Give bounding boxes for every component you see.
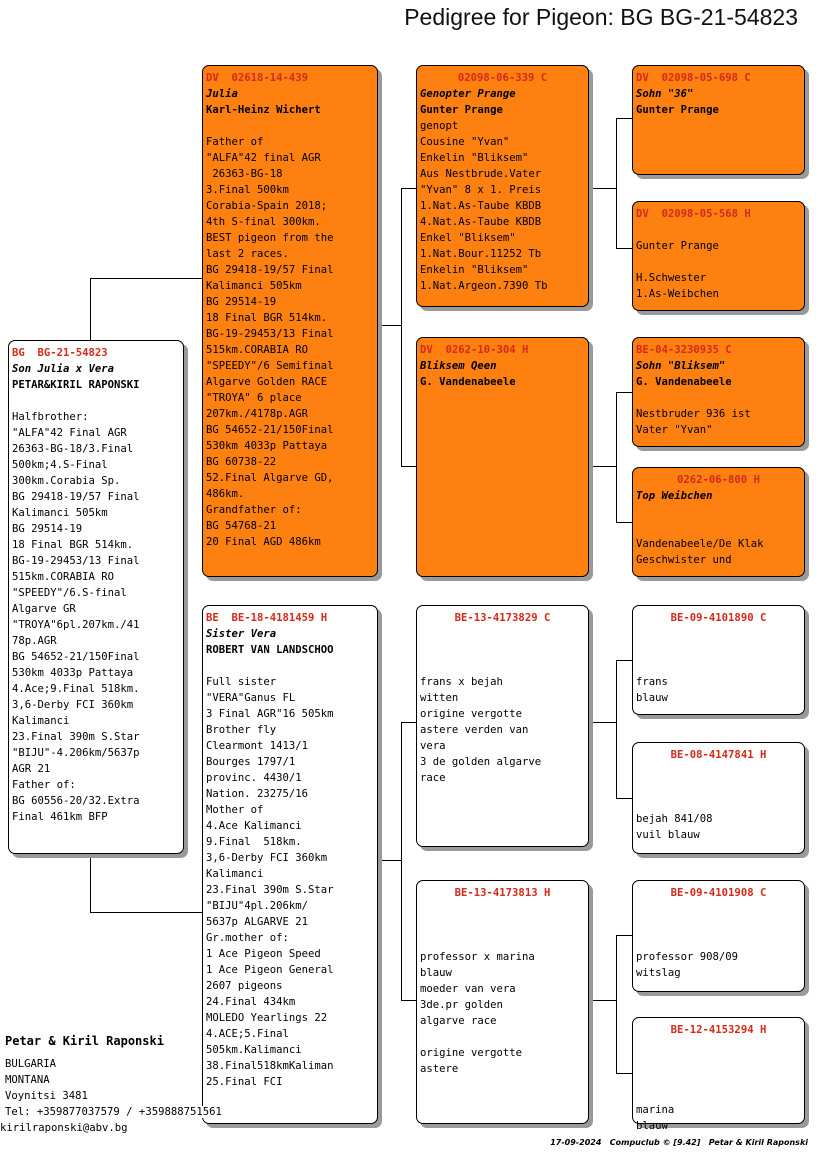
note-line: 515km.CORABIA RO: [12, 571, 115, 583]
pigeon-name: Bliksem Qeen: [420, 360, 497, 372]
note-line: Kalimanci 505km: [12, 507, 108, 519]
owner-name: G. Vandenabeele: [636, 376, 732, 388]
ring-number: BE-13-4173813 H: [454, 887, 551, 899]
dam-dam-sire-card[interactable]: [632, 880, 805, 992]
ring-number: BE-09-4101908 C: [670, 887, 767, 899]
owner-name: G. Vandenabeele: [420, 376, 516, 388]
connector: [616, 392, 617, 522]
note-line: astere verden van: [420, 724, 529, 736]
note-line: 530km 4033p Pattaya: [12, 667, 134, 679]
note-line: Corabia-Spain 2018;: [206, 200, 328, 212]
note-line: 3de.pr golden: [420, 999, 503, 1011]
note-line: BG-19-29453/13 Final: [12, 555, 140, 567]
note-line: 515km.CORABIA RO: [206, 344, 309, 356]
note-line: "VERA"Ganus FL: [206, 692, 296, 704]
subject-card[interactable]: [8, 340, 184, 854]
note-line: BG 29418-19/57 Final: [206, 264, 334, 276]
note-line: 23.Final 390m S.Star: [12, 731, 140, 743]
note-line: 505km.Kalimanci: [206, 1044, 302, 1056]
ring-number: BE-09-4101890 C: [670, 612, 767, 624]
ring-number: BG BG-21-54823: [12, 347, 108, 359]
note-line: Grandfather of:: [206, 504, 302, 516]
note-line: 3,6-Derby FCI 360km: [12, 699, 134, 711]
note-line: Full sister: [206, 676, 277, 688]
note-line: [636, 1038, 801, 1054]
ring-number: 02098-06-339 C: [457, 72, 548, 84]
note-line: blauw: [420, 967, 452, 979]
note-line: 3 de golden algarve: [420, 756, 542, 768]
note-line: vera: [420, 740, 446, 752]
note-line: [420, 917, 585, 933]
pigeon-name: Sohn "36": [636, 88, 694, 100]
note-line: 18 Final BGR 514km.: [12, 539, 134, 551]
owner-name: ROBERT VAN LANDSCHOO: [206, 644, 334, 656]
pigeon-name: Top Weibchen: [636, 490, 713, 502]
note-line: MOLEDO Yearlings 22: [206, 1012, 328, 1024]
ring-number: BE BE-18-4181459 H: [206, 612, 328, 624]
pigeon-name: Sohn "Bliksem": [636, 360, 726, 372]
note-line: 300km.Corabia Sp.: [12, 475, 121, 487]
note-line: Vater "Yvan": [636, 424, 713, 436]
page-title: Pedigree for Pigeon: BG BG-21-54823: [404, 4, 798, 30]
note-line: [420, 933, 585, 949]
connector: [588, 466, 617, 467]
note-line: "ALFA"42 Final AGR: [12, 427, 127, 439]
ring-number: BE-04-3230935 C: [636, 344, 732, 356]
note-line: "BIJU"-4.206km/5637p: [12, 747, 140, 759]
note-line: 4.Ace;9.Final 518km.: [12, 683, 140, 695]
note-line: 5637p ALGARVE 21: [206, 916, 309, 928]
note-line: [636, 254, 801, 270]
note-line: professor x marina: [420, 951, 535, 963]
note-line: [636, 390, 801, 406]
note-line: Father of: [206, 136, 264, 148]
note-line: 52.Final Algarve GD,: [206, 472, 334, 484]
note-line: "SPEEDY"/6 Semifinal: [206, 360, 334, 372]
connector: [616, 118, 617, 248]
sire-dam-dam-card[interactable]: [632, 467, 805, 577]
note-line: BG 29514-19: [12, 523, 83, 535]
note-line: [636, 779, 801, 795]
note-line: [636, 626, 801, 642]
sire-sire-dam-card[interactable]: [632, 201, 805, 311]
note-line: BEST pigeon from the: [206, 232, 334, 244]
note-line: moeder van vera: [420, 983, 516, 995]
ring-number: DV 02618-14-439: [206, 72, 309, 84]
note-line: [420, 626, 585, 642]
connector: [616, 660, 617, 798]
connector: [588, 722, 617, 723]
note-line: [636, 658, 801, 674]
note-line: 3.Final 500km: [206, 184, 289, 196]
owner-name: Karl-Heinz Wichert: [206, 104, 321, 116]
note-line: [636, 520, 801, 536]
note-line: [420, 658, 585, 674]
note-line: Nestbruder 936 ist: [636, 408, 751, 420]
note-line: Gr.mother of:: [206, 932, 289, 944]
dam-sire-dam-card[interactable]: [632, 742, 805, 854]
note-line: 486km.: [206, 488, 245, 500]
note-line: marina: [636, 1104, 675, 1116]
note-line: "TROYA" 6 place: [206, 392, 302, 404]
note-line: witslag: [636, 967, 681, 979]
connector: [616, 935, 617, 1073]
note-line: BG 54768-21: [206, 520, 277, 532]
dam-dam-dam-card[interactable]: [632, 1017, 805, 1132]
note-line: [636, 1086, 801, 1102]
note-line: 18 Final BGR 514km.: [206, 312, 328, 324]
note-line: [636, 917, 801, 933]
note-line: Vandenabeele/De Klak: [636, 538, 764, 550]
note-line: H.Schwester: [636, 272, 707, 284]
note-line: astere: [420, 1063, 459, 1075]
connector: [90, 853, 91, 913]
note-line: race: [420, 772, 446, 784]
note-line: 1.As-Weibchen: [636, 288, 719, 300]
pigeon-name: Genopter Prange: [420, 88, 516, 100]
pigeon-name: Son Julia x Vera: [12, 363, 115, 375]
note-line: Enkel "Bliksem": [420, 232, 516, 244]
note-line: [636, 901, 801, 917]
note-line: [420, 901, 585, 917]
note-line: 38.Final518kmKaliman: [206, 1060, 334, 1072]
sire-dam-sire-card[interactable]: [632, 337, 805, 447]
connector: [588, 188, 617, 189]
note-line: 530km 4033p Pattaya: [206, 440, 328, 452]
note-line: Algarve Golden RACE: [206, 376, 328, 388]
breeder-region: MONTANA: [5, 1074, 50, 1086]
note-line: Brother fly: [206, 724, 277, 736]
connector: [90, 278, 91, 340]
ring-number: BE-12-4153294 H: [670, 1024, 767, 1036]
note-line: "ALFA"42 final AGR: [206, 152, 321, 164]
note-line: Cousine "Yvan": [420, 136, 510, 148]
note-line: [636, 933, 801, 949]
note-line: professor 908/09: [636, 951, 739, 963]
note-line: 20 Final AGD 486km: [206, 536, 321, 548]
note-line: BG 54652-21/150Final: [206, 424, 334, 436]
breeder-town: Voynitsi 3481: [5, 1090, 88, 1102]
note-line: AGR 21: [12, 763, 51, 775]
note-line: 4.Nat.As-Taube KBDB: [420, 216, 542, 228]
note-line: Clearmont 1413/1: [206, 740, 309, 752]
note-line: BG 60556-20/32.Extra: [12, 795, 140, 807]
note-line: 3,6-Derby FCI 360km: [206, 852, 328, 864]
note-line: BG-19-29453/13 Final: [206, 328, 334, 340]
note-line: [420, 642, 585, 658]
note-line: [12, 393, 180, 409]
note-line: Algarve GR: [12, 603, 76, 615]
note-line: [636, 1054, 801, 1070]
note-line: "SPEEDY"/6.S-final: [12, 587, 127, 599]
breeder-name: Petar & Kiril Raponski: [5, 1034, 164, 1048]
dam-sire-sire-card[interactable]: [632, 605, 805, 715]
note-line: Final 461km BFP: [12, 811, 108, 823]
owner-name: PETAR&KIRIL RAPONSKI: [12, 379, 140, 391]
note-line: "BIJU"4pl.206km/: [206, 900, 309, 912]
ring-number: DV 0262-10-304 H: [420, 344, 529, 356]
note-line: Kalimanci: [206, 868, 264, 880]
note-line: 1 Ace Pigeon Speed: [206, 948, 321, 960]
note-line: 1.Nat.As-Taube KBDB: [420, 200, 542, 212]
print-meta: 17-09-2024 Compuclub © [9.42] Petar & Kiril Raponski: [550, 1138, 808, 1147]
note-line: BG 29418-19/57 Final: [12, 491, 140, 503]
connector: [90, 912, 204, 913]
note-line: 25.Final FCI: [206, 1076, 283, 1088]
note-line: origine vergotte: [420, 708, 523, 720]
note-line: frans x bejah: [420, 676, 503, 688]
note-line: origine vergotte: [420, 1047, 523, 1059]
note-line: 4.ACE;5.Final: [206, 1028, 289, 1040]
note-line: blauw: [636, 692, 668, 704]
note-line: Geschwister und: [636, 554, 732, 566]
note-line: [636, 763, 801, 779]
note-line: [636, 222, 801, 238]
note-line: Bourges 1797/1: [206, 756, 296, 768]
note-line: Aus Nestbrude.Vater: [420, 168, 542, 180]
note-line: 500km;4.S-Final: [12, 459, 108, 471]
note-line: provinc. 4430/1: [206, 772, 302, 784]
note-line: 26363-BG-18: [206, 168, 283, 180]
note-line: Enkelin "Bliksem": [420, 152, 529, 164]
note-line: [206, 658, 374, 674]
note-line: bejah 841/08: [636, 813, 713, 825]
breeder-email[interactable]: kirilraponski@abv.bg: [0, 1122, 128, 1134]
note-line: [636, 504, 801, 520]
note-line: [206, 118, 374, 134]
note-line: algarve race: [420, 1015, 497, 1027]
note-line: frans: [636, 676, 668, 688]
note-line: 78p.AGR: [12, 635, 57, 647]
breeder-phone: Tel: +359877037579 / +359888751561: [5, 1106, 222, 1118]
note-line: "TROYA"6pl.207km./41: [12, 619, 140, 631]
note-line: 1 Ace Pigeon General: [206, 964, 334, 976]
note-line: 24.Final 434km: [206, 996, 296, 1008]
dam-dam-card[interactable]: [416, 880, 589, 1124]
note-line: 4.Ace Kalimanci: [206, 820, 302, 832]
note-line: 4th S-final 300km.: [206, 216, 321, 228]
note-line: BG 29514-19: [206, 296, 277, 308]
pigeon-name: Sister Vera: [206, 628, 277, 640]
connector: [401, 722, 402, 1000]
note-line: Mother of: [206, 804, 264, 816]
owner-name: Gunter Prange: [420, 104, 503, 116]
sire-sire-card[interactable]: [416, 65, 589, 307]
sire-sire-sire-card[interactable]: [632, 65, 805, 175]
connector: [401, 188, 402, 466]
ring-number: DV 02098-05-568 H: [636, 208, 751, 220]
connector: [90, 278, 204, 279]
dam-sire-card[interactable]: [416, 605, 589, 847]
note-line: [636, 642, 801, 658]
note-line: 1.Nat.Bour.11252 Tb: [420, 248, 542, 260]
sire-dam-card[interactable]: [416, 337, 589, 577]
note-line: BG 60738-22: [206, 456, 277, 468]
connector: [377, 325, 402, 326]
note-line: Father of:: [12, 779, 76, 791]
note-line: 3 Final AGR"16 505km: [206, 708, 334, 720]
note-line: [636, 795, 801, 811]
sire-card[interactable]: [202, 65, 378, 577]
note-line: 207km./4178p.AGR: [206, 408, 309, 420]
note-line: Kalimanci: [12, 715, 70, 727]
connector: [377, 860, 402, 861]
ring-number: BE-13-4173829 C: [454, 612, 551, 624]
note-line: Enkelin "Bliksem": [420, 264, 529, 276]
note-line: last 2 races.: [206, 248, 289, 260]
note-line: 1.Nat.Argeon.7390 Tb: [420, 280, 548, 292]
note-line: 26363-BG-18/3.Final: [12, 443, 134, 455]
ring-number: BE-08-4147841 H: [670, 749, 767, 761]
note-line: blauw: [636, 1120, 668, 1132]
note-line: vuil blauw: [636, 829, 700, 841]
pigeon-name: Julia: [206, 88, 238, 100]
note-line: Kalimanci 505km: [206, 280, 302, 292]
note-line: 2607 pigeons: [206, 980, 283, 992]
note-line: 23.Final 390m S.Star: [206, 884, 334, 896]
ring-number: DV 02098-05-698 C: [636, 72, 751, 84]
note-line: Halfbrother:: [12, 411, 89, 423]
owner-name: Gunter Prange: [636, 104, 719, 116]
connector: [588, 1000, 617, 1001]
breeder-country: BULGARIA: [5, 1058, 57, 1070]
note-line: 9.Final 518km.: [206, 836, 302, 848]
note-line: genopt: [420, 120, 459, 132]
note-line: [636, 1070, 801, 1086]
note-line: Nation. 23275/16: [206, 788, 309, 800]
note-line: [420, 1029, 585, 1045]
note-line: Gunter Prange: [636, 240, 719, 252]
note-line: witten: [420, 692, 459, 704]
ring-number: 0262-06-800 H: [677, 474, 760, 486]
note-line: BG 54652-21/150Final: [12, 651, 140, 663]
note-line: "Yvan" 8 x 1. Preis: [420, 184, 542, 196]
dam-card[interactable]: [202, 605, 378, 1124]
